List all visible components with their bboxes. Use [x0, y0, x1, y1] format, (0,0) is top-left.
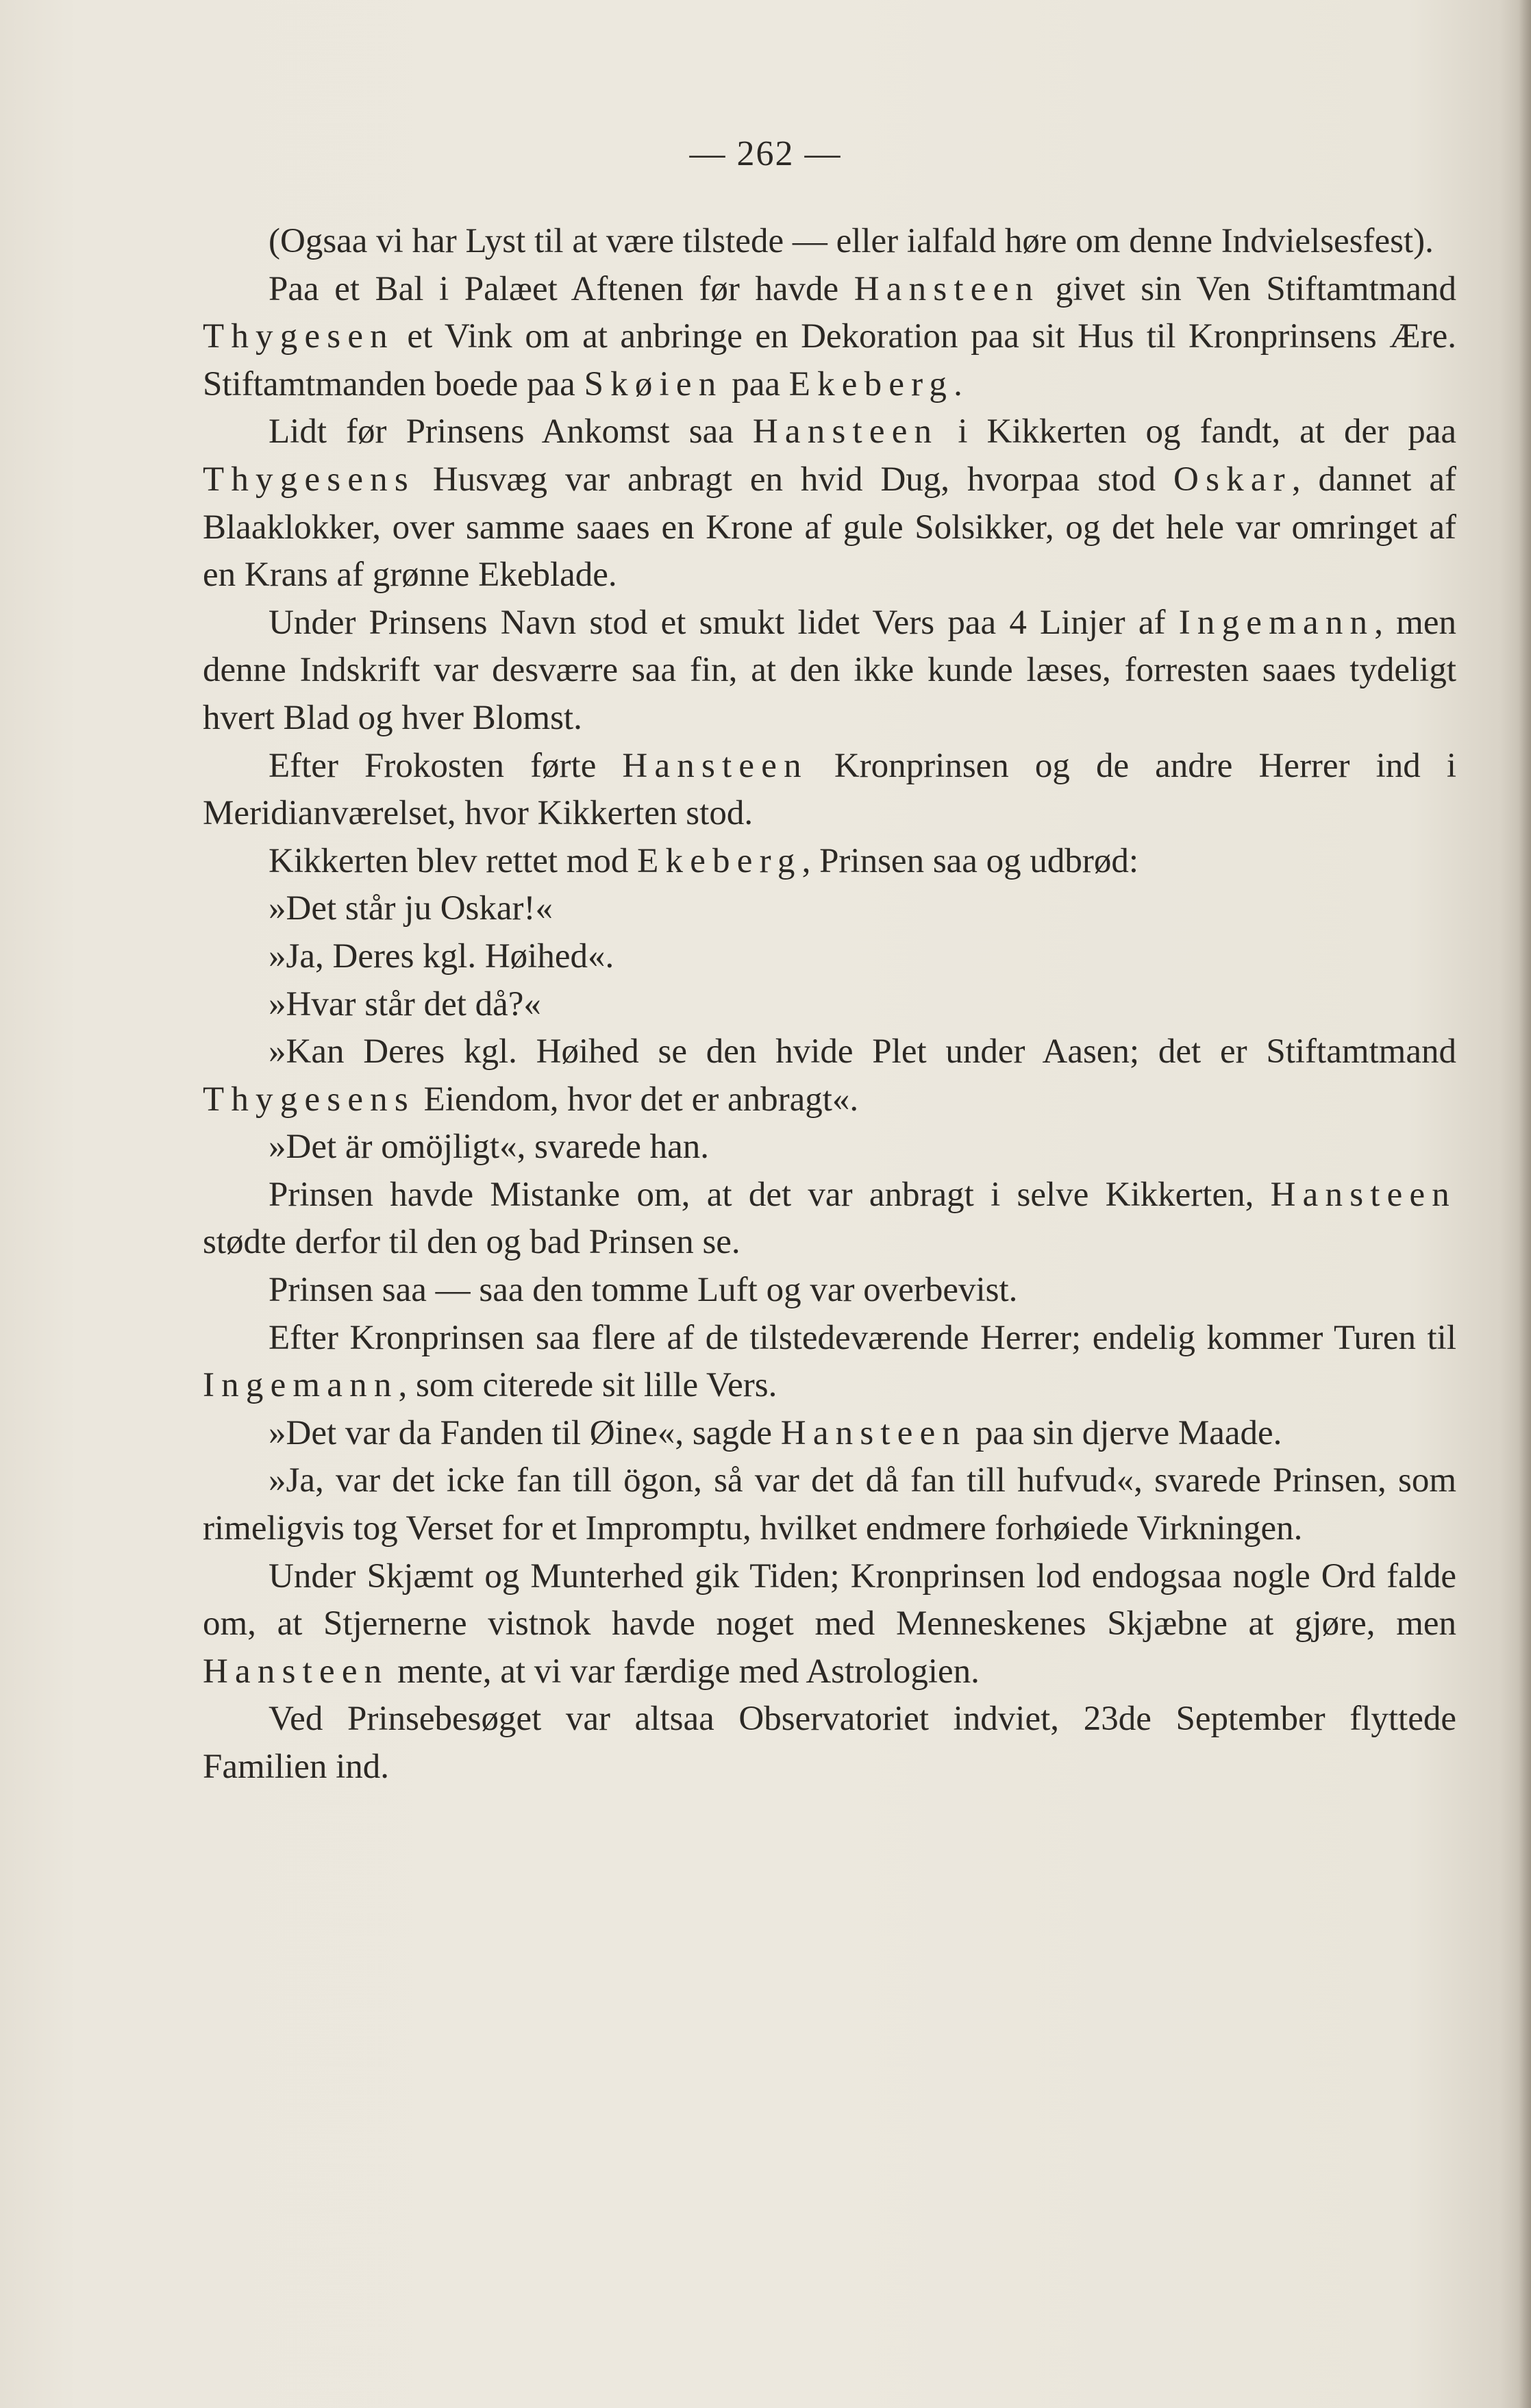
spaced-name: Skøien: [584, 364, 723, 404]
text-run: Efter Kronprinsen saa flere af de tilstedeværende Herrer; endelig kommer Turen til: [269, 1318, 1456, 1357]
body-text: [203, 218, 1456, 1791]
paragraph: [203, 1410, 1456, 1458]
text-run: Prinsen saa — saa den tomme Luft og var overbevist.: [269, 1271, 1018, 1310]
spaced-name: Thygesens: [203, 460, 415, 499]
text-run: , som citerede sit lille Vers.: [398, 1366, 777, 1405]
text-run: mente, at vi var færdige med Astrologien.: [388, 1652, 980, 1691]
text-run: et Vink om at anbringe en Dekoration paa sit Hus til Kronprinsens Ære. Stiftamtmanden boede paa: [203, 317, 1456, 404]
page-edge-shadow: [1519, 0, 1531, 2408]
text-run: (Ogsaa vi har Lyst til at være tilstede — eller ialfald høre om denne Indvielsesfest).: [269, 222, 1434, 260]
paragraph: [203, 1267, 1456, 1315]
text-run: Ved Prinsebesøget var altsaa Observatoriet indviet, 23de September flyttede Familien ind.: [203, 1700, 1456, 1786]
paragraph: [203, 1124, 1456, 1171]
paragraph: [203, 1553, 1456, 1696]
paragraph: [203, 743, 1456, 838]
spaced-name: Hansteen: [780, 1413, 967, 1452]
text-run: Efter Frokosten førte: [269, 746, 623, 785]
paragraph: [203, 599, 1456, 743]
text-run: paa sin djerve Maade.: [967, 1413, 1282, 1452]
text-run: paa: [723, 364, 789, 404]
page-number: — 262 —: [689, 134, 842, 173]
text-run: »Det står ju Oskar!«: [269, 889, 553, 928]
text-run: Under Prinsens Navn stod et smukt lidet Vers paa 4 Linjer af: [269, 603, 1179, 642]
spaced-name: Hansteen: [752, 412, 939, 451]
text-run: , men denne Indskrift var desværre saa fin, at den ikke kunde læses, forresten saaes tydeligt hvert Blad og hver Blomst.: [203, 603, 1456, 737]
spaced-name: Hansteen: [854, 269, 1041, 308]
spaced-name: Oskar: [1173, 460, 1292, 499]
spaced-name: Hansteen: [203, 1652, 389, 1691]
spaced-name: Hansteen: [1270, 1175, 1456, 1214]
paragraph: [203, 838, 1456, 886]
paragraph: [203, 218, 1456, 266]
text-run: »Ja, Deres kgl. Høihed«.: [269, 936, 614, 976]
text-run: .: [954, 364, 962, 404]
text-run: , dannet af Blaaklokker, over samme saaes en Krone af gule Solsikker, og det hele var omringet af en Krans af grønne Ekeblade.: [203, 460, 1456, 595]
text-run: Lidt før Prinsens Ankomst saa: [269, 412, 753, 451]
text-run: Kikkerten blev rettet mod: [269, 841, 638, 880]
spaced-name: Ekeberg: [788, 364, 954, 404]
spaced-name: Hansteen: [622, 746, 808, 785]
paragraph: [203, 885, 1456, 933]
text-run: »Ja, var det icke fan till ögon, så var det då fan till hufvud«, svarede Prinsen, som rimeligvis tog Verset for et Impromptu, hvilket endmere forhøiede Virkningen.: [203, 1461, 1456, 1548]
paragraph: [203, 1171, 1456, 1267]
text-run: stødte derfor til den og bad Prinsen se.: [203, 1223, 740, 1262]
paragraph: [203, 1315, 1456, 1410]
paragraph: [203, 933, 1456, 981]
paragraph: [203, 408, 1456, 599]
text-run: Kronprinsen og de andre Herrer ind i Meridianværelset, hvor Kikkerten stod.: [203, 746, 1457, 833]
paragraph: [203, 266, 1456, 409]
text-run: Paa et Bal i Palæet Aftenen før havde: [269, 269, 854, 308]
paragraph: [203, 1457, 1456, 1552]
text-run: Husvæg var anbragt en hvid Dug, hvorpaa stod: [414, 460, 1174, 499]
spaced-name: Ingemann: [203, 1366, 399, 1405]
text-run: »Det är omöjligt«, svarede han.: [269, 1128, 709, 1167]
text-run: »Kan Deres kgl. Høihed se den hvide Plet under Aasen; det er Stiftamtmand: [269, 1032, 1456, 1071]
paragraph: [203, 1028, 1456, 1124]
spaced-name: Ekeberg: [637, 841, 802, 880]
spaced-name: Thygesen: [203, 317, 395, 356]
text-run: i Kikkerten og fandt, at der paa: [938, 412, 1456, 451]
spaced-name: Ingemann: [1178, 603, 1375, 642]
text-run: »Hvar står det då?«: [269, 984, 541, 1023]
text-run: Prinsen havde Mistanke om, at det var anbragt i selve Kikkerten,: [269, 1175, 1271, 1214]
text-run: Eiendom, hvor det er anbragt«.: [414, 1080, 859, 1119]
text-run: Under Skjæmt og Munterhed gik Tiden; Kronprinsen lod endogsaa nogle Ord falde om, at Stjernerne vistnok havde noget med Menneskenes Skjæbne at gjøre, men: [203, 1556, 1456, 1643]
text-run: givet sin Ven Stiftamtmand: [1040, 269, 1456, 308]
text-run: , Prinsen saa og udbrød:: [801, 841, 1139, 880]
spaced-name: Thygesens: [203, 1080, 415, 1119]
paragraph: [203, 981, 1456, 1029]
paragraph: [203, 1696, 1456, 1791]
text-run: »Det var da Fanden til Øine«, sagde: [269, 1413, 781, 1452]
